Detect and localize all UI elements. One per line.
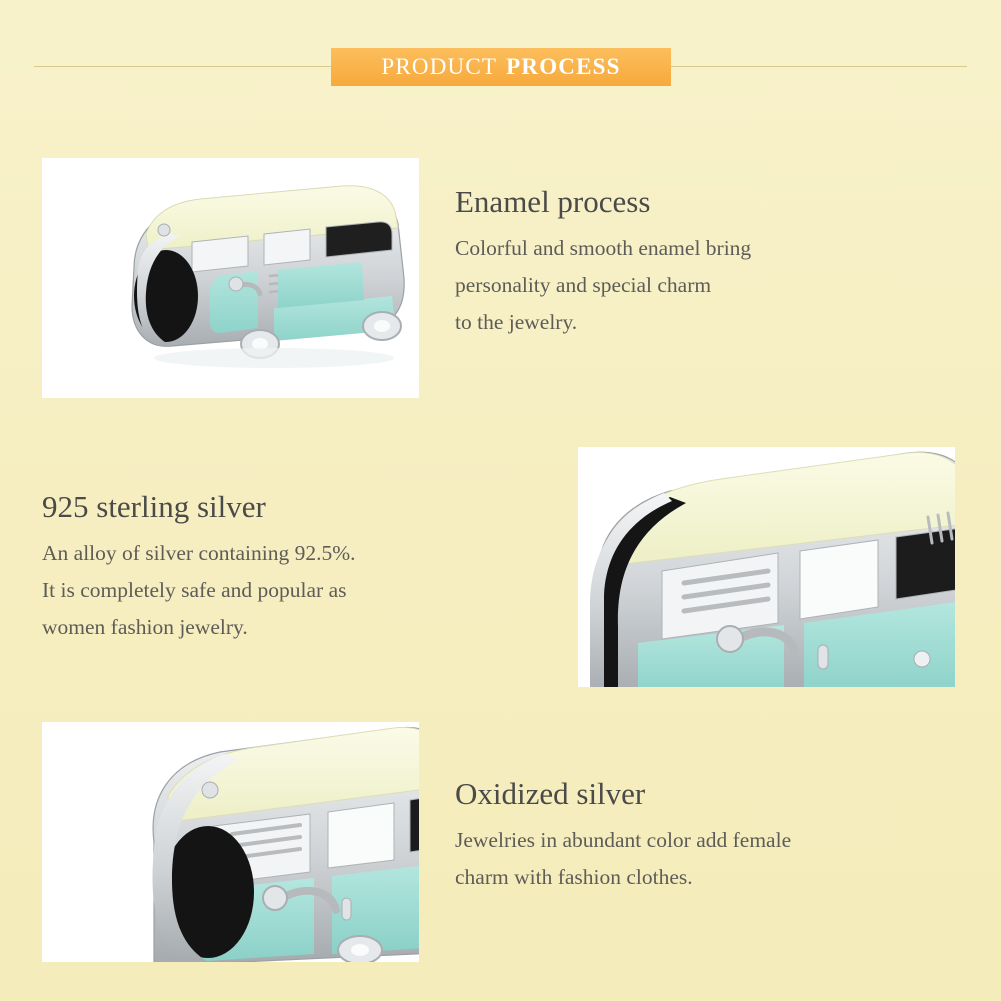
product-image-3 xyxy=(42,722,419,962)
section-heading: Enamel process xyxy=(455,184,651,219)
page-header xyxy=(0,48,1001,86)
product-image-2 xyxy=(578,447,955,687)
camper-van-illustration-1 xyxy=(42,158,419,398)
section-body xyxy=(455,230,975,341)
body-line: Jewelries in abundant color add female xyxy=(455,828,792,853)
body-line: to the jewelry. xyxy=(455,310,578,335)
section-heading: Oxidized silver xyxy=(455,776,646,811)
body-line: Colorful and smooth enamel bring xyxy=(455,236,752,261)
page-title-light: PRODUCT xyxy=(381,54,498,79)
camper-van-illustration-3 xyxy=(42,722,419,962)
section-body xyxy=(455,822,995,896)
section-enamel-process xyxy=(455,183,975,341)
body-line: charm with fashion clothes. xyxy=(455,865,693,890)
section-sterling-silver xyxy=(42,488,562,646)
page-title-bold: PROCESS xyxy=(506,54,621,79)
product-image-1 xyxy=(42,158,419,398)
camper-van-illustration-2 xyxy=(578,447,955,687)
section-oxidized-silver xyxy=(455,775,995,896)
body-line: An alloy of silver containing 92.5%. xyxy=(42,541,356,566)
page-title xyxy=(331,48,671,86)
section-body xyxy=(42,535,562,646)
section-heading: 925 sterling silver xyxy=(42,489,266,524)
body-line: women fashion jewelry. xyxy=(42,615,248,640)
body-line: personality and special charm xyxy=(455,273,712,298)
body-line: It is completely safe and popular as xyxy=(42,578,347,603)
